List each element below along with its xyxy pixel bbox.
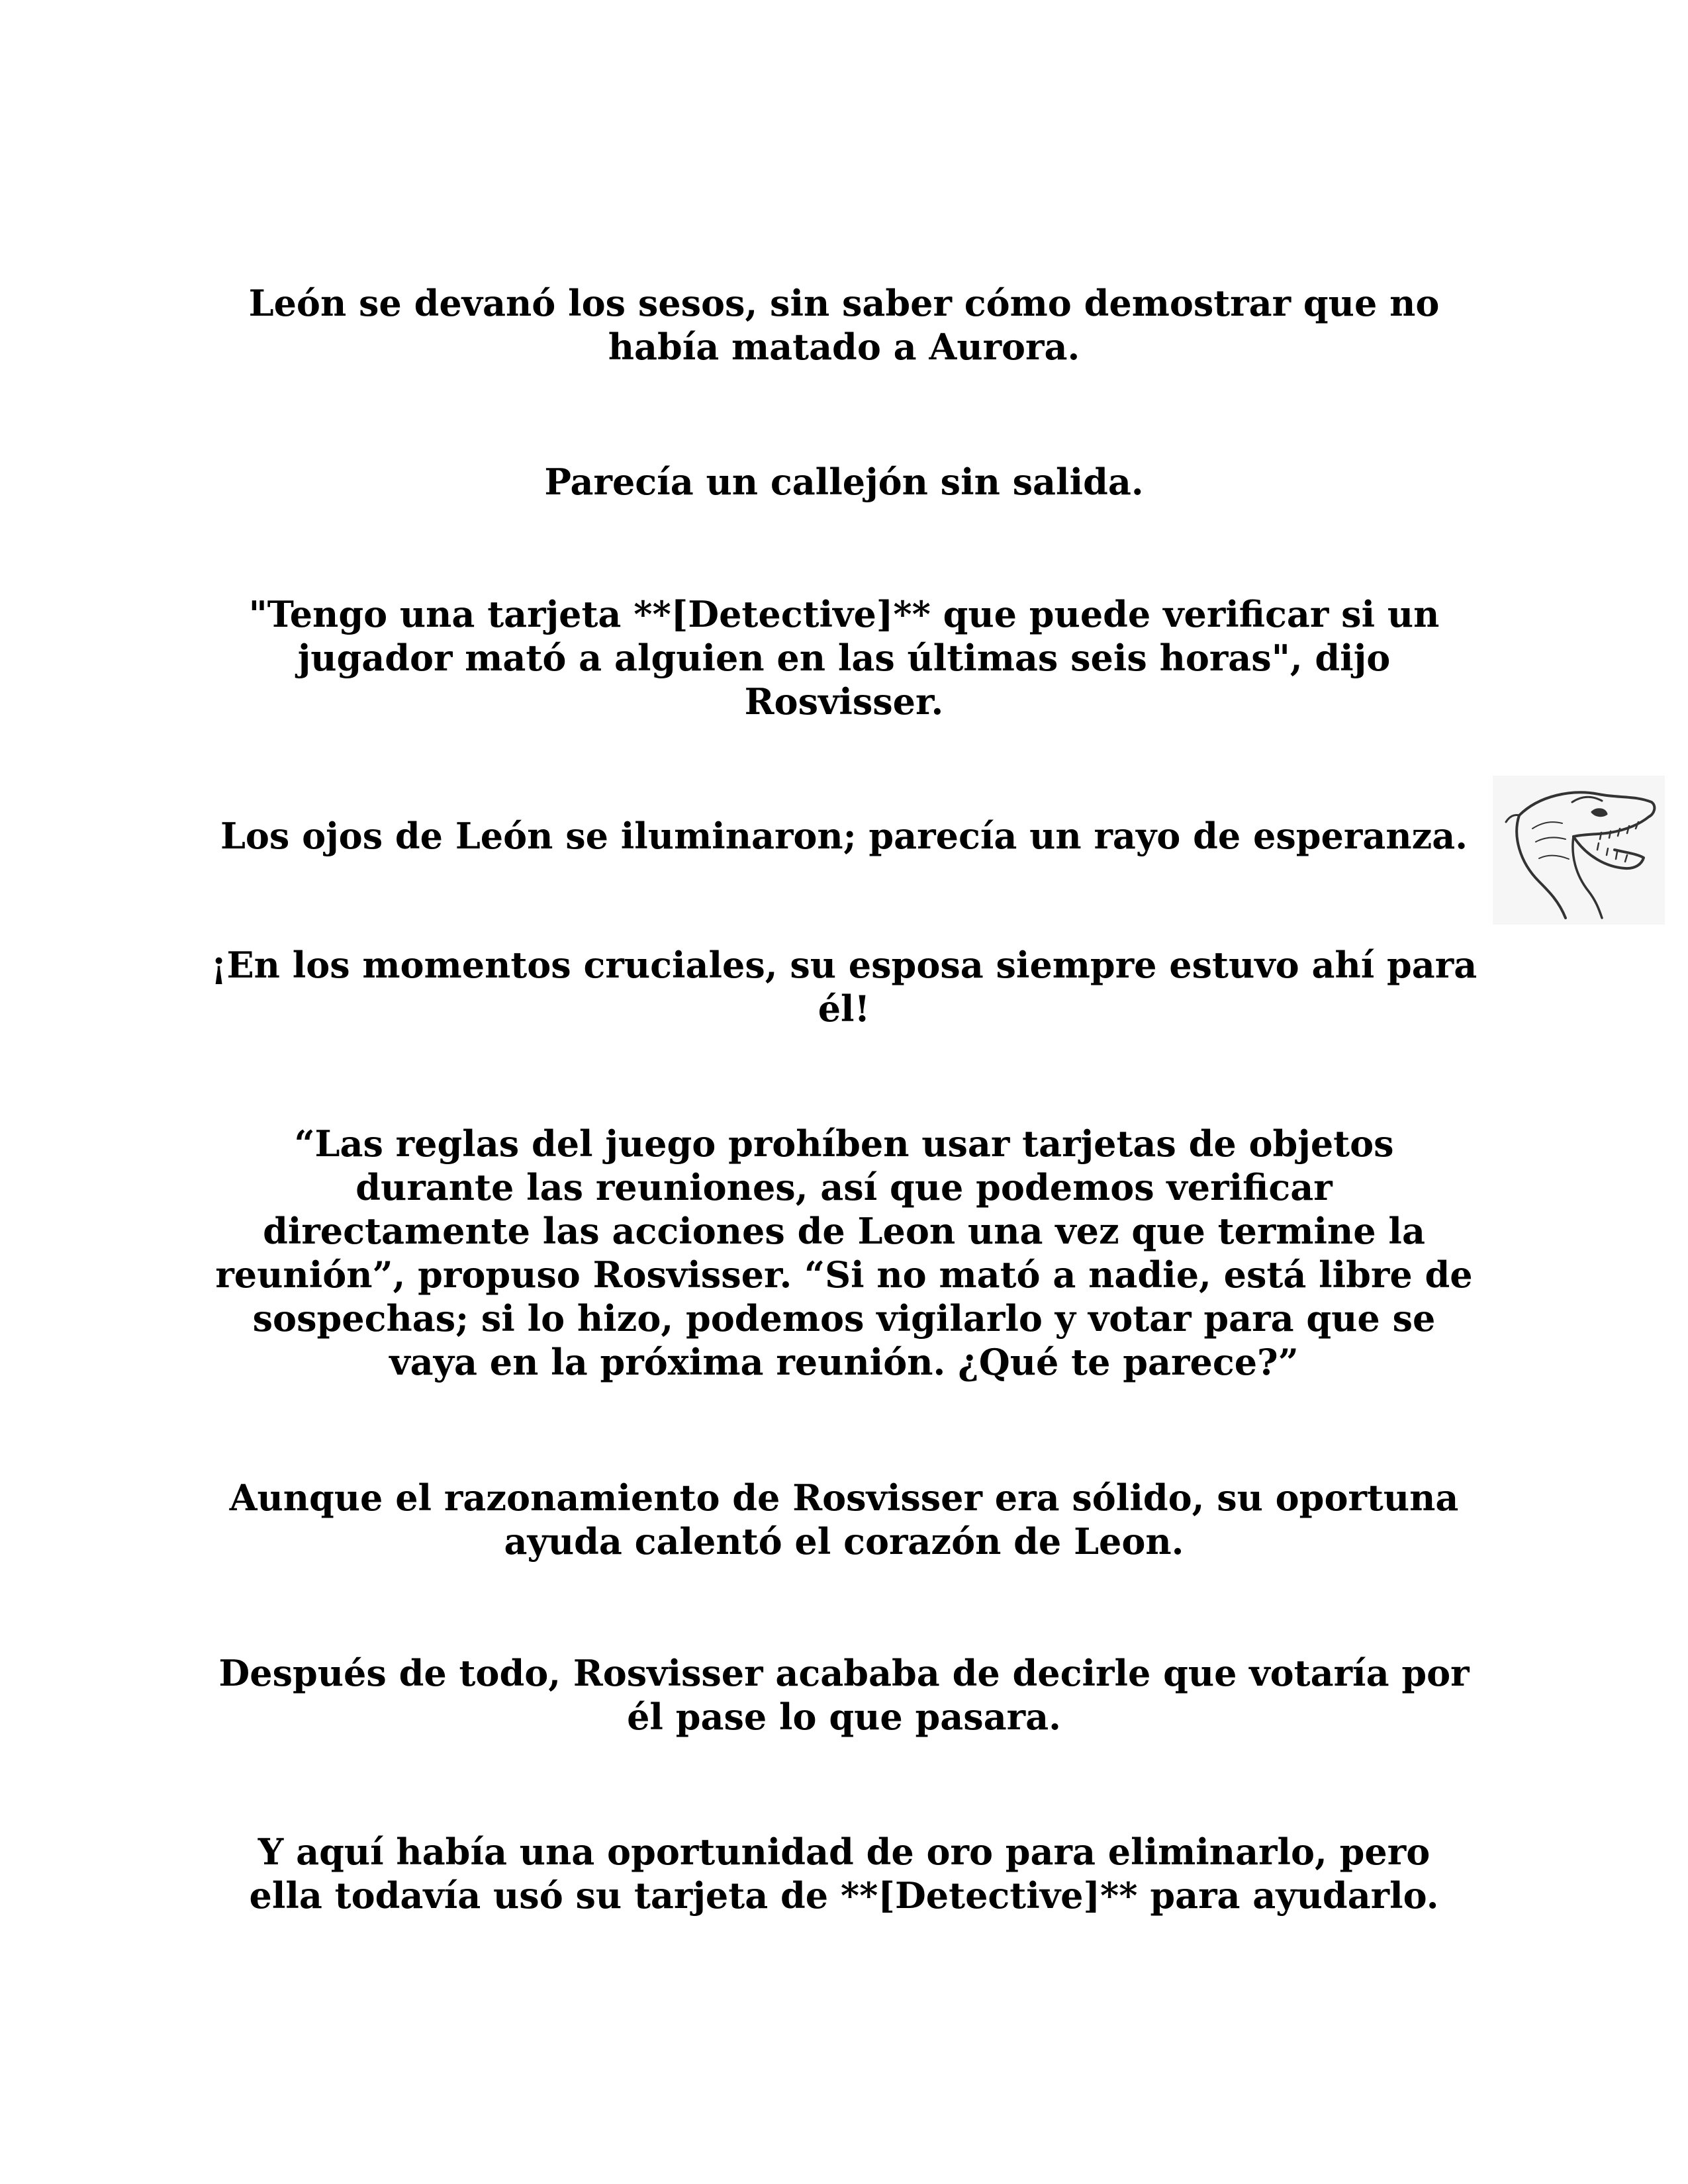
paragraph: Parecía un callejón sin salida. — [544, 461, 1144, 503]
paragraph: Los ojos de León se iluminaron; parecía un rayo de esperanza. — [220, 815, 1468, 857]
paragraph: "Tengo una tarjeta **[Detective]** que puede verificar si un jugador mató a alguien en las últimas seis horas", dijo Rosvisser. — [248, 593, 1440, 723]
paragraph: Aunque el razonamiento de Rosvisser era sólido, su oportuna ayuda calentó el corazón de Leon. — [229, 1477, 1459, 1563]
paragraph: ¡En los momentos cruciales, su esposa siempre estuvo ahí para él! — [211, 944, 1477, 1030]
paragraph: Y aquí había una oportunidad de oro para eliminarlo, pero ella todavía usó su tarjeta de **[Detective]** para ayudarlo. — [249, 1831, 1439, 1917]
paragraph: Después de todo, Rosvisser acababa de decirle que votaría por él pase lo que pasara. — [218, 1652, 1470, 1738]
dinosaur-head-icon — [1493, 776, 1665, 925]
paragraph: León se devanó los sesos, sin saber cómo demostrar que no había matado a Aurora. — [248, 282, 1440, 368]
paragraph: “Las reglas del juego prohíben usar tarjetas de objetos durante las reuniones, así que podemos verificar directamente las acciones de Leon una vez que termine la reunión”, propuso Rosvisser. “Si no mató a nadie, está libre de sospechas; si lo hizo, podemos vigilarlo y votar para que se vaya en la próxima reunión. ¿Qué te parece?” — [215, 1122, 1473, 1383]
